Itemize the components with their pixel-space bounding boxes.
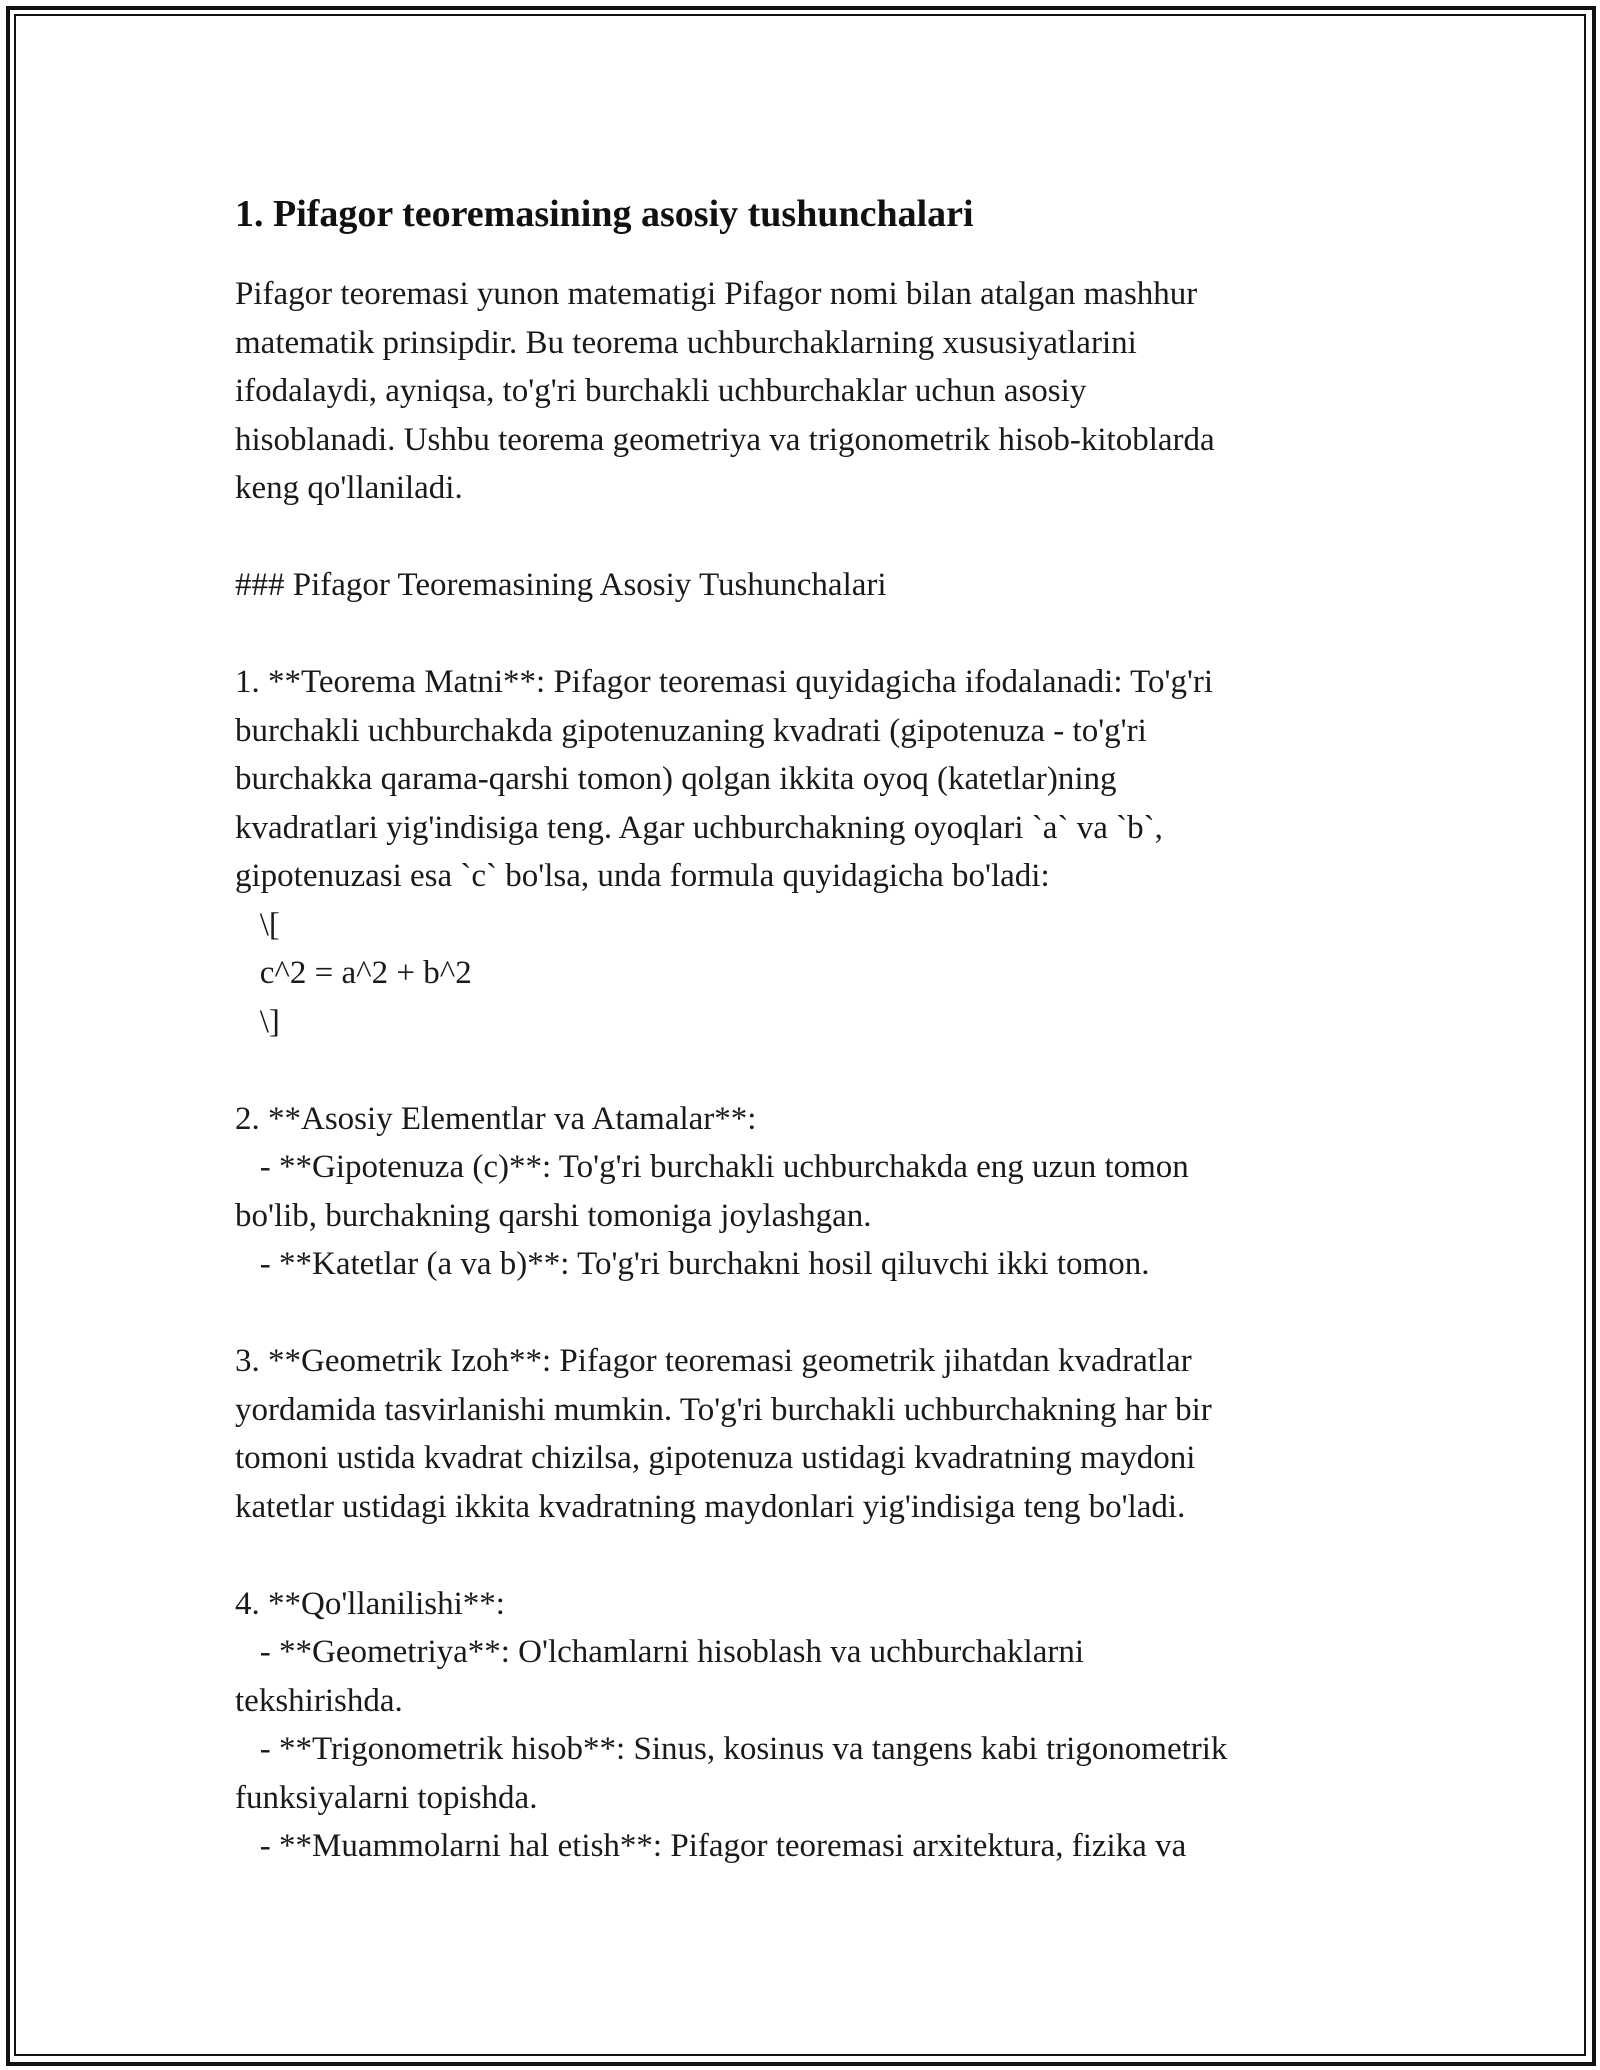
list-item-theorem: 1. **Teorema Matni**: Pifagor teoremasi quyidagicha ifodalanadi: To'g'ri burchakli uchburchakda gipotenuzaning kvadrati (gipotenuza - to'g'ri burchakka qarama-qarshi tomon) qolgan ikkita oyoq (katetlar)ning kvadratlari yig'indisiga teng. Agar uchburchakning oyoqlari `a` va `b`, gipotenuzasi esa `c` bo'lsa, unda formula quyidagicha bo'ladi: \[ c^2 = a^2 + b^2 \] xyxy=(235,664,1214,1040)
spacer xyxy=(235,1531,1365,1580)
intro-paragraph: Pifagor teoremasi yunon matematigi Pifagor nomi bilan atalgan mashhur matematik prinsipdir. Bu teorema uchburchaklarning xususiyatlarini ifodalaydi, ayniqsa, to'g'ri burchakli uchburchaklar uchun asosiy hisoblanadi. Ushbu teorema geometriya va trigonometrik hisob-kitoblarda keng qo'llaniladi. xyxy=(235,276,1215,506)
document-body xyxy=(235,188,1365,1871)
list-item-applications: 4. **Qo'llanilishi**: - **Geometriya**: O'lchamlarni hisoblash va uchburchaklarni tekshirishda. - **Trigonometrik hisob**: Sinus, kosinus va tangens kabi trigonometrik funksiyalarni topishda. - **Muammolarni hal etish**: Pifagor teoremasi arxitektura, fizika va xyxy=(235,1585,1228,1864)
spacer xyxy=(235,1289,1365,1338)
spacer xyxy=(235,513,1365,562)
spacer xyxy=(235,610,1365,659)
subheading-line: ### Pifagor Teoremasining Asosiy Tushunchalari xyxy=(235,567,887,603)
spacer xyxy=(235,1046,1365,1095)
section-heading: 1. Pifagor teoremasining asosiy tushunchalari xyxy=(235,193,974,235)
list-item-elements: 2. **Asosiy Elementlar va Atamalar**: - **Gipotenuza (c)**: To'g'ri burchakli uchburchakda eng uzun tomon bo'lib, burchakning qarshi tomoniga joylashgan. - **Katetlar (a va b)**: To'g'ri burchakni hosil qiluvchi ikki tomon. xyxy=(235,1100,1189,1282)
list-item-geometric: 3. **Geometrik Izoh**: Pifagor teoremasi geometrik jihatdan kvadratlar yordamida tasvirlanishi mumkin. To'g'ri burchakli uchburchakning har bir tomoni ustida kvadrat chizilsa, gipotenuza ustidagi kvadratning maydoni katetlar ustidagi ikkita kvadratning maydonlari yig'indisiga teng bo'ladi. xyxy=(235,1343,1212,1525)
